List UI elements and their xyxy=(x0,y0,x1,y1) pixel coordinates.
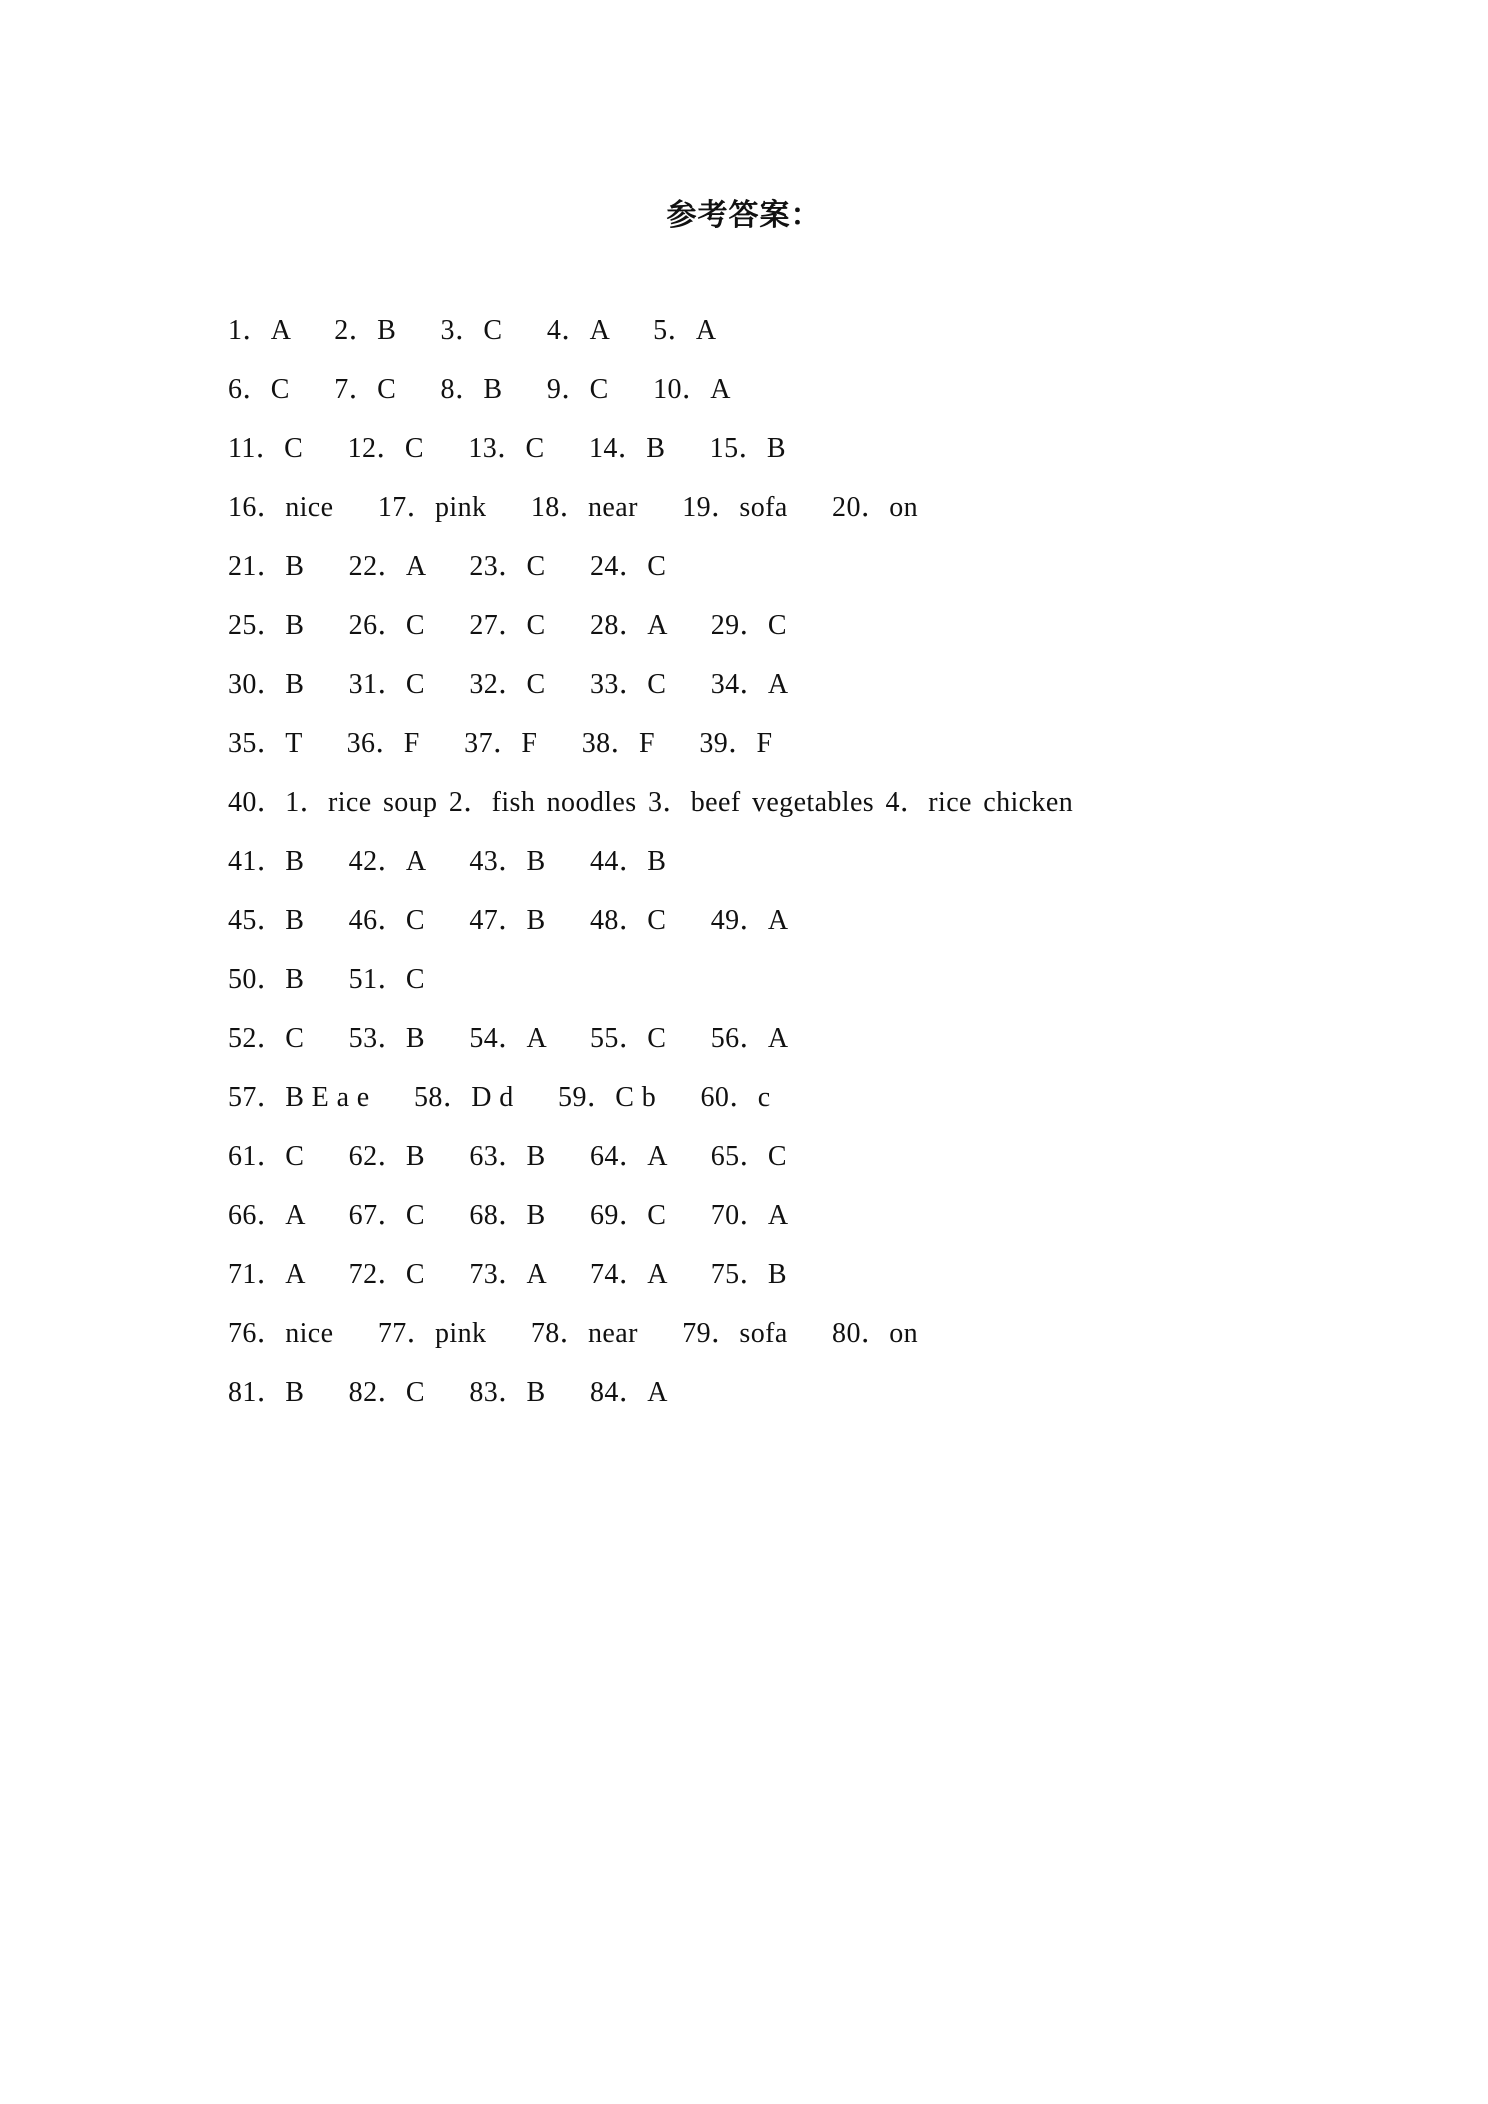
answer-list xyxy=(228,306,1328,1427)
answer-row-71-75: 71．A 72．C 73．A 74．A 75．B xyxy=(228,1259,787,1290)
answer-row-40: 40．1．rice soup 2．fish noodles 3．beef vegetables 4．rice chicken xyxy=(228,787,1074,818)
answer-row-1-5: 1．A 2．B 3．C 4．A 5．A xyxy=(228,315,717,346)
page-title: 参考答案： xyxy=(666,198,822,233)
answer-row-52-56: 52．C 53．B 54．A 55．C 56．A xyxy=(228,1023,789,1054)
answer-row-61-65: 61．C 62．B 63．B 64．A 65．C xyxy=(228,1141,787,1172)
answer-row-35-39: 35．T 36．F 37．F 38．F 39．F xyxy=(228,728,773,759)
answer-row-50-51: 50．B 51．C xyxy=(228,964,425,995)
answer-row-16-20: 16．nice 17．pink 18．near 19．sofa 20．on xyxy=(228,492,919,523)
answer-row-57-60: 57．B E a e 58．D d 59．C b 60．c xyxy=(228,1082,771,1113)
answer-row-76-80: 76．nice 77．pink 78．near 79．sofa 80．on xyxy=(228,1318,919,1349)
answer-row-6-10: 6．C 7．C 8．B 9．C 10．A xyxy=(228,374,731,405)
answer-row-30-34: 30．B 31．C 32．C 33．C 34．A xyxy=(228,669,789,700)
answer-row-21-24: 21．B 22．A 23．C 24．C xyxy=(228,551,667,582)
answer-row-11-15: 11．C 12．C 13．C 14．B 15．B xyxy=(228,433,786,464)
answer-row-66-70: 66．A 67．C 68．B 69．C 70．A xyxy=(228,1200,789,1231)
answer-row-81-84: 81．B 82．C 83．B 84．A xyxy=(228,1377,668,1408)
answer-row-25-29: 25．B 26．C 27．C 28．A 29．C xyxy=(228,610,787,641)
answer-row-41-44: 41．B 42．A 43．B 44．B xyxy=(228,846,667,877)
answer-row-45-49: 45．B 46．C 47．B 48．C 49．A xyxy=(228,905,789,936)
